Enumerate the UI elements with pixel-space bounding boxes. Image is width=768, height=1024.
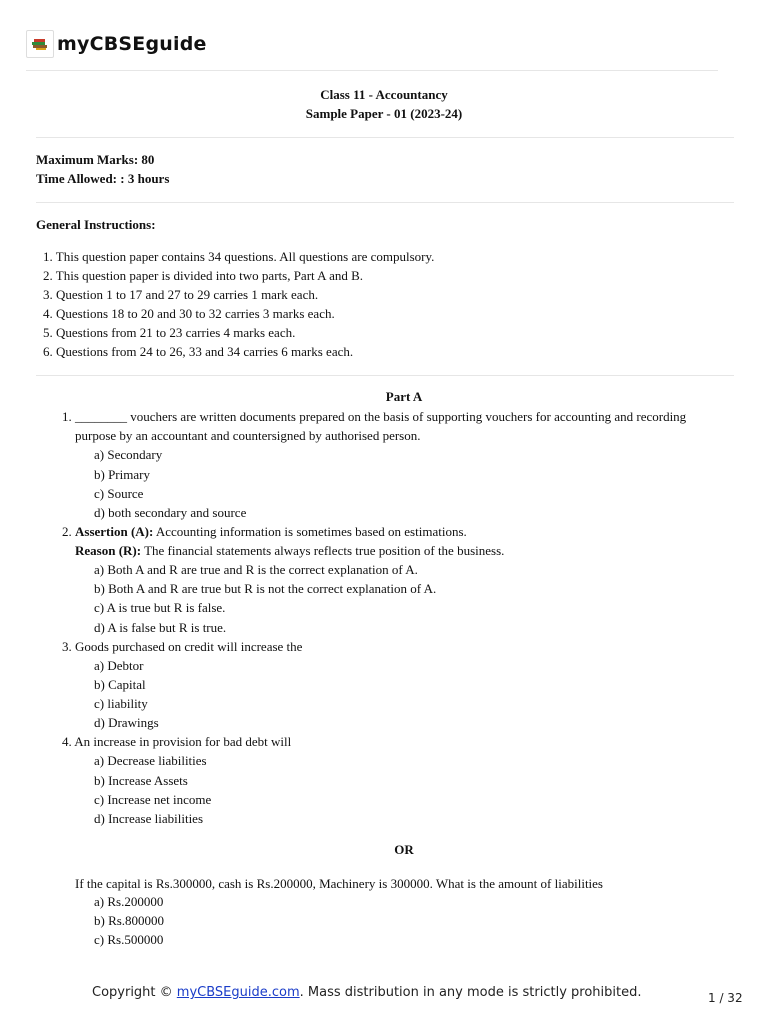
assertion-label: Assertion (A): bbox=[75, 524, 154, 539]
paper-class-title: Class 11 - Accountancy bbox=[320, 87, 448, 102]
paper-sample-title: Sample Paper - 01 (2023-24) bbox=[305, 106, 463, 121]
q4-option-a: a) Decrease liabilities bbox=[94, 753, 207, 768]
instructions-heading: General Instructions: bbox=[36, 217, 156, 232]
instruction-item: 1. This question paper contains 34 questions. All questions are compulsory. bbox=[43, 249, 435, 264]
time-allowed: Time Allowed: : 3 hours bbox=[36, 171, 170, 186]
q4alt-option-a: a) Rs.200000 bbox=[94, 894, 164, 909]
q3-option-a: a) Debtor bbox=[94, 658, 144, 673]
site-link[interactable]: myCBSEguide.com bbox=[176, 985, 300, 1000]
assertion-text: Accounting information is sometimes based on estimations. bbox=[153, 524, 467, 539]
question-4: 4. An increase in provision for bad debt will bbox=[62, 734, 292, 749]
page-indicator: 1 / 32 bbox=[708, 991, 743, 1005]
header-divider bbox=[26, 70, 718, 71]
question-4-alt: If the capital is Rs.300000, cash is Rs.200000, Machinery is 300000. What is the amount of liabilities bbox=[75, 876, 603, 891]
instruction-item: 4. Questions 18 to 20 and 30 to 32 carries 3 marks each. bbox=[43, 306, 335, 321]
q3-option-d: d) Drawings bbox=[94, 715, 159, 730]
or-separator: OR bbox=[394, 842, 414, 857]
q4-option-c: c) Increase net income bbox=[94, 792, 212, 807]
q1-option-d: d) both secondary and source bbox=[94, 505, 247, 520]
q3-option-c: c) liability bbox=[94, 696, 148, 711]
max-marks: Maximum Marks: 80 bbox=[36, 152, 155, 167]
q4alt-option-b: b) Rs.800000 bbox=[94, 913, 165, 928]
reason-text: The financial statements always reflects true position of the business. bbox=[141, 543, 505, 558]
q2-option-c: c) A is true but R is false. bbox=[94, 600, 226, 615]
copyright-suffix: . Mass distribution in any mode is strictly prohibited. bbox=[299, 985, 642, 1000]
q1-option-b: b) Primary bbox=[94, 467, 150, 482]
instruction-item: 2. This question paper is divided into two parts, Part A and B. bbox=[43, 268, 364, 283]
reason-label: Reason (R): bbox=[75, 543, 142, 558]
question-2-reason bbox=[75, 541, 504, 560]
q2-option-d: d) A is false but R is true. bbox=[94, 620, 227, 635]
question-number: 2. bbox=[62, 524, 72, 539]
question-1-line1: 1. ________ vouchers are written documents prepared on the basis of supporting vouchers for accounting and recording bbox=[62, 409, 687, 424]
q4alt-option-c: c) Rs.500000 bbox=[94, 932, 164, 947]
copyright-prefix: Copyright © bbox=[92, 985, 177, 1000]
instruction-item: 6. Questions from 24 to 26, 33 and 34 carries 6 marks each. bbox=[43, 344, 354, 359]
q1-option-c: c) Source bbox=[94, 486, 144, 501]
site-header bbox=[26, 30, 207, 58]
brand-name[interactable]: myCBSEguide bbox=[57, 33, 207, 55]
book-stack-icon bbox=[26, 30, 54, 58]
part-heading: Part A bbox=[385, 389, 423, 404]
instruction-item: 5. Questions from 21 to 23 carries 4 marks each. bbox=[43, 325, 296, 340]
q1-option-a: a) Secondary bbox=[94, 447, 163, 462]
title-divider bbox=[36, 137, 734, 138]
q2-option-b: b) Both A and R are true but R is not the correct explanation of A. bbox=[94, 581, 437, 596]
question-1-line2: purpose by an accountant and countersigned by authorised person. bbox=[75, 428, 421, 443]
q3-option-b: b) Capital bbox=[94, 677, 146, 692]
copyright-footer bbox=[92, 985, 641, 1000]
question-3: 3. Goods purchased on credit will increase the bbox=[62, 639, 303, 654]
instruction-item: 3. Question 1 to 17 and 27 to 29 carries 1 mark each. bbox=[43, 287, 319, 302]
instructions-divider bbox=[36, 375, 734, 376]
q4-option-b: b) Increase Assets bbox=[94, 773, 188, 788]
meta-divider bbox=[36, 202, 734, 203]
question-2-assertion bbox=[62, 522, 467, 541]
q4-option-d: d) Increase liabilities bbox=[94, 811, 204, 826]
q2-option-a: a) Both A and R are true and R is the correct explanation of A. bbox=[94, 562, 418, 577]
